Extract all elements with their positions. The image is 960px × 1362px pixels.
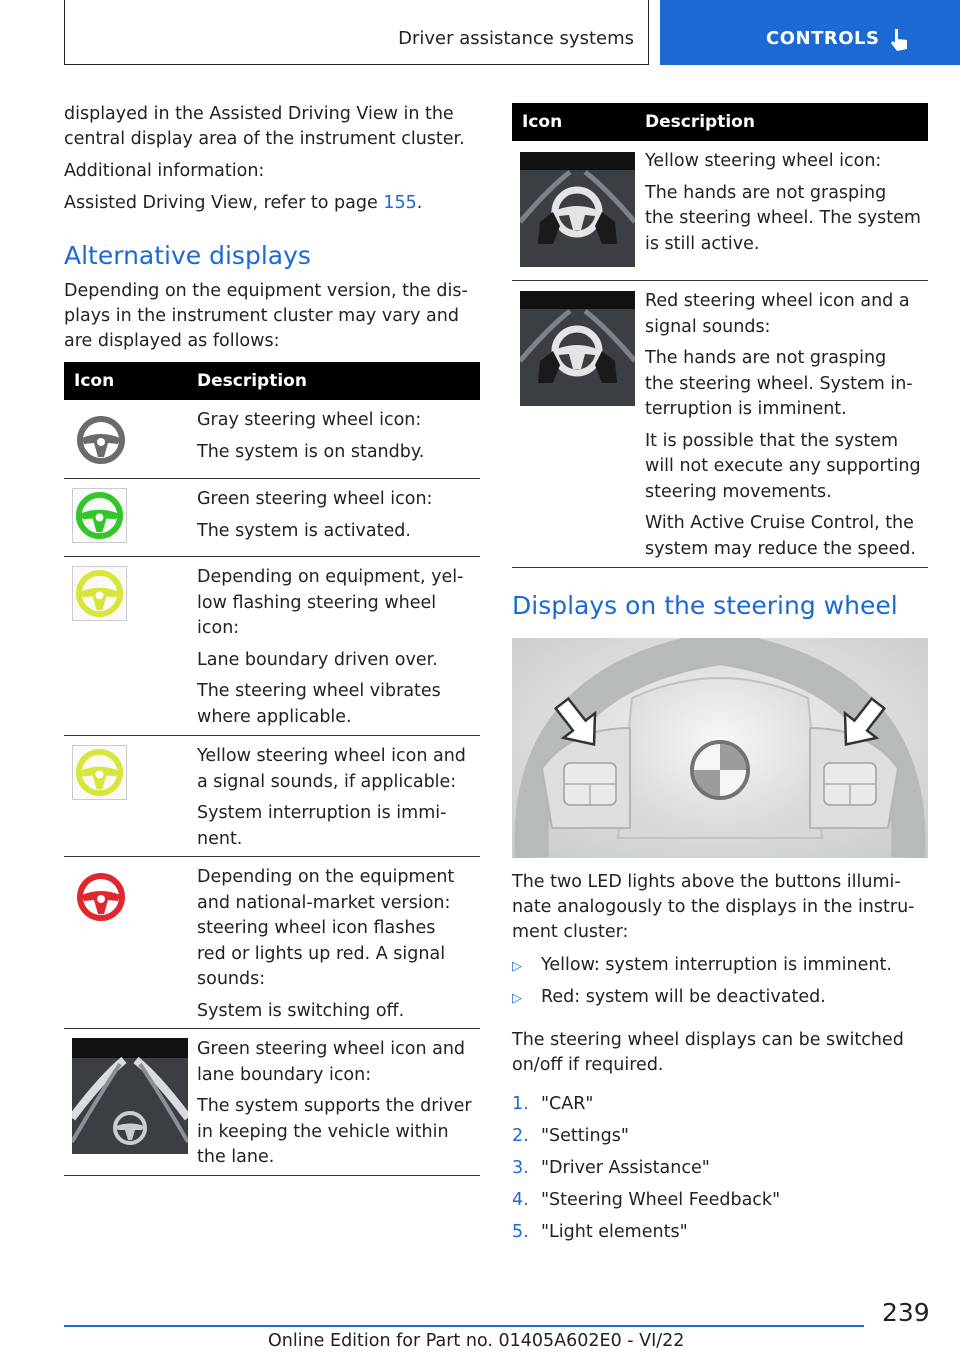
step-number: 4. <box>512 1190 529 1210</box>
page-reference <box>64 191 422 217</box>
step-number: 3. <box>512 1158 529 1178</box>
yellow-flashing-steering-wheel-icon <box>73 567 126 620</box>
row-description <box>197 487 477 550</box>
green-icon-frame <box>72 488 127 543</box>
description-paragraph: Yellow steering wheel icon and a signal sounds, if applicable: <box>197 746 466 792</box>
switch-para-line-1: The steering wheel displays can be switched <box>512 1030 904 1050</box>
description-paragraph: The system supports the driver in keeping the vehicle within the lane. <box>197 1096 472 1167</box>
lane-boundary-display-icon <box>72 1038 188 1154</box>
red-hands-off-wheel-icon <box>520 291 635 406</box>
yellow-hands-off-wheel-icon <box>520 152 635 267</box>
row-description <box>197 1037 477 1177</box>
yellow-icon-frame <box>72 745 127 800</box>
table-header <box>64 362 480 400</box>
red-steering-wheel-icon <box>74 870 128 924</box>
table-row <box>64 1029 480 1176</box>
step-text: "Settings" <box>541 1126 629 1146</box>
green-steering-wheel-icon <box>73 489 126 542</box>
table-row <box>64 736 480 857</box>
bullet-text: Yellow: system interruption is imminent. <box>541 955 892 975</box>
gray-steering-wheel-icon <box>74 413 128 467</box>
footer-edition: Online Edition for Part no. 01405A602E0 - VI/22 <box>268 1331 685 1351</box>
table-row <box>512 141 928 281</box>
description-paragraph: With Active Cruise Control, the system may reduce the speed. <box>645 513 916 559</box>
step-text: "CAR" <box>541 1094 594 1114</box>
row-description <box>645 289 925 568</box>
list-item <box>512 1156 710 1181</box>
alt-para-line-3: are displayed as follows: <box>64 331 280 351</box>
row-description <box>197 865 477 1030</box>
page-reference-text: Assisted Driving View, refer to page <box>64 193 384 213</box>
page-reference-link[interactable]: 155 <box>383 193 417 213</box>
intro-line-1: displayed in the Assisted Driving View in the <box>64 104 454 124</box>
description-paragraph: Green steering wheel icon: <box>197 489 433 509</box>
row-description <box>197 744 477 858</box>
row-description <box>197 565 477 736</box>
description-paragraph: The hands are not grasping the steering wheel. The system is still active. <box>645 182 921 254</box>
step-text: "Steering Wheel Feedback" <box>541 1190 781 1210</box>
right-icon-table <box>512 103 928 568</box>
list-item <box>512 1188 780 1213</box>
alt-para-line-2: plays in the instrument cluster may vary and <box>64 306 459 326</box>
table-row <box>64 857 480 1029</box>
list-item <box>512 1092 593 1117</box>
table-row <box>512 281 928 568</box>
bullet-text: Red: system will be deactivated. <box>541 987 826 1007</box>
alternative-displays-heading: Alternative displays <box>64 241 311 270</box>
description-paragraph: Lane boundary driven over. <box>197 649 438 670</box>
table-row <box>64 557 480 736</box>
description-paragraph: The hands are not grasping the steering wheel. System in- terruption is imminent. <box>645 348 913 419</box>
yellow-icon-frame <box>72 566 127 621</box>
alt-para-line-1: Depending on the equipment version, the dis- <box>64 281 468 301</box>
description-paragraph: It is possible that the system will not execute any supporting steering movements. <box>645 430 921 502</box>
description-paragraph: The steering wheel vibrates where applicable. <box>197 681 441 727</box>
step-number: 1. <box>512 1094 529 1114</box>
step-number: 2. <box>512 1126 529 1146</box>
steering-wheel-displays-heading: Displays on the steering wheel <box>512 591 898 620</box>
col-description-header: Description <box>645 112 755 132</box>
steering-wheel-photo <box>512 638 928 858</box>
led-para-line-3: ment cluster: <box>512 922 629 942</box>
pointing-hand-icon <box>888 27 910 53</box>
description-paragraph: The system is on standby. <box>197 441 425 462</box>
left-icon-table <box>64 362 480 1176</box>
step-number: 5. <box>512 1222 529 1242</box>
description-paragraph: Yellow steering wheel icon: <box>645 151 882 171</box>
triangle-bullet-icon: ▷ <box>512 991 522 1006</box>
list-item <box>512 985 826 1010</box>
triangle-bullet-icon: ▷ <box>512 959 522 974</box>
switch-para-line-2: on/off if required. <box>512 1055 664 1075</box>
yellow-steering-wheel-icon <box>73 746 126 799</box>
description-paragraph: Gray steering wheel icon: <box>197 410 422 430</box>
description-paragraph: Depending on equipment, yel- low flashing steering wheel icon: <box>197 567 464 638</box>
table-row <box>64 479 480 557</box>
list-item <box>512 953 892 978</box>
col-icon-header: Icon <box>74 371 115 391</box>
row-description <box>645 149 925 263</box>
description-paragraph: System interruption is immi- nent. <box>197 803 447 849</box>
description-paragraph: Green steering wheel icon and lane boundary icon: <box>197 1039 466 1085</box>
table-row <box>64 400 480 479</box>
step-text: "Light elements" <box>541 1222 688 1242</box>
col-description-header: Description <box>197 371 307 391</box>
list-item <box>512 1220 688 1245</box>
description-paragraph: Red steering wheel icon and a signal sounds: <box>645 291 910 337</box>
intro-line-2: central display area of the instrument cluster. <box>64 129 465 149</box>
header-section-box <box>64 0 649 65</box>
page-reference-suffix: . <box>416 193 423 213</box>
list-item <box>512 1124 629 1149</box>
row-description <box>197 408 477 471</box>
led-para-line-1: The two LED lights above the buttons illumi- <box>512 872 901 892</box>
header-chapter-title: CONTROLS <box>766 28 880 49</box>
description-paragraph: Depending on the equipment and national-market version: steering wheel icon flashes red or lights up red. A signal sounds: <box>197 867 455 989</box>
table-header <box>512 103 928 141</box>
page-number: 239 <box>882 1298 930 1327</box>
header-chapter-tab[interactable] <box>660 0 960 65</box>
footer-divider <box>64 1325 864 1327</box>
led-para-line-2: nate analogously to the displays in the instru- <box>512 897 915 917</box>
step-text: "Driver Assistance" <box>541 1158 710 1178</box>
header-section-title: Driver assistance systems <box>398 28 634 49</box>
description-paragraph: The system is activated. <box>197 520 411 541</box>
col-icon-header: Icon <box>522 112 563 132</box>
description-paragraph: System is switching off. <box>197 1000 405 1021</box>
additional-info-label: Additional information: <box>64 161 265 181</box>
